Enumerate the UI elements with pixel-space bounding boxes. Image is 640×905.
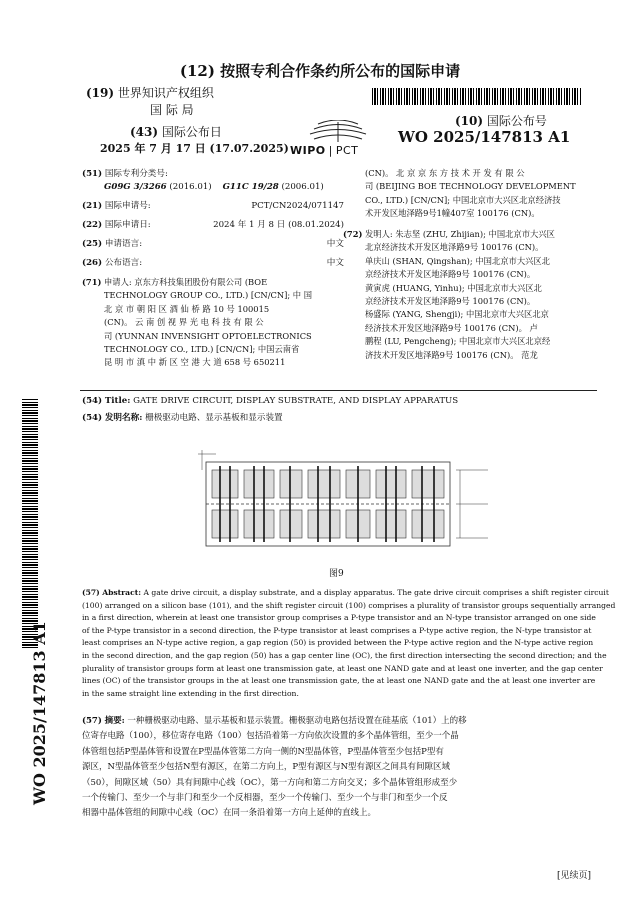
field-72 [343,228,595,362]
f71-line: 昆 明 市 滇 中 新 区 空 港 大 道 658 号 650211 [104,357,286,368]
field-22 [82,219,344,232]
abstract-zh-line: 一个传输门、至少一个与非门和至少一个反相器，至少一个传输门、至少一个与非门和至少一个反 [82,793,448,804]
abstract-zh-line: （50），间隙区域（50）具有间隙中心线（OC），第一方向和第二方向交叉；多个晶体管组形成至少 [82,777,458,788]
f54-en-label: Title: [104,396,131,406]
abstract-en-line: lines (OC) of the transistor groups in the at least one transmission gate, the at least one NAND gate and the at least one inverter are [82,676,596,686]
abstract-zh-line: 源区，N型晶体管至少包括N型有源区，在第二方向上，P型有源区与N型有源区之间具有间隙区域 [82,762,451,773]
f71-code: (71) [82,277,102,287]
f72-line: 发明人: 朱志坚 (ZHU, Zhijian); 中国北京市大兴区 [365,229,555,239]
wipo-logo [290,120,376,160]
f21-value: PCT/CN2024/071147 [251,201,344,211]
title-zh [82,412,283,425]
f72-line: 京经济技术开发区地泽路9号 100176 (CN)。 [365,269,536,280]
abstract-en-line: A gate drive circuit, a display substrate, and a display apparatus. The gate drive circuit comprises a shift register circuit [143,588,609,597]
f71-line: TECHNOLOGY GROUP CO., LTD.) [CN/CN]; 中 国 [104,290,312,301]
org-code: (19) [86,86,115,100]
f54-code: (54) [82,396,103,406]
f51-label: 国际专利分类号: [104,169,168,179]
f54-zh-label: 发明名称: [104,413,143,423]
field-25 [82,238,344,251]
f71-line: TECHNOLOGY CO., LTD.) [CN/CN]; 中国云南省 [104,344,300,355]
pubdate-block [130,123,222,140]
f72-code: (72) [343,229,363,239]
f22-code: (22) [82,220,103,230]
f25-label: 申请语言: [104,239,143,249]
abstract-zh-line: 一种栅极驱动电路、显示基板和显示装置。栅极驱动电路包括设置在硅基底（101）上的移 [127,716,467,726]
figure-caption: 图9 [329,569,344,579]
field-51 [82,168,344,194]
abstract-en-line: in a first direction, wherein at least one transistor group comprises a P-type transistor and an N-type transistor arranged on one side [82,613,596,623]
abstract-en-line: of the P-type transistor in a second direction, the P-type transistor at least comprises a P-type active region, the N-type transistor at [82,625,592,635]
f26-value: 中文 [326,258,344,268]
f54-code-zh: (54) [82,413,103,423]
cont-line: 司 (BEIJING BOE TECHNOLOGY DEVELOPMENT [365,181,576,192]
f51-class1: G09G 3/3266 [104,182,167,192]
org-sub: 国 际 局 [150,103,194,117]
f51-class1-date: (2016.01) [169,182,212,192]
abstract-en-code: (57) [82,588,100,597]
cont-line: 术开发区地泽路9号1幢407室 100176 (CN)。 [365,208,540,219]
abstract-en-line: plurality of transistor groups form at least one transmission gate, at least one NAND gate and at least one inverter, and the gap center [82,663,603,673]
f71-line: (CN)。 云 南 创 视 界 光 电 科 技 有 限 公 [104,317,264,328]
pct-text: PCT [335,144,359,157]
f26-code: (26) [82,258,103,268]
abstract-en-line: (100) arranged on a silicon base (101), and the shift register circuit (100) comprises a plurality of transistor groups sequentially arranged [82,600,616,610]
wipo-wordmark: WIPO | PCT [290,144,359,157]
pubdate-label: 国际公布日 [161,125,222,139]
f72-line: 济技术开发区地泽路9号 100176 (CN)。 范龙 [365,349,538,360]
pubno-value: WO 2025/147813 A1 [398,128,571,146]
barcode-top [372,88,582,105]
wipo-text: WIPO [290,144,326,157]
barcode-side [22,398,38,648]
f21-code: (21) [82,201,103,211]
layout-drawing [198,450,490,562]
abstract-en-line: in the same straight line extending in the first direction. [82,688,299,698]
cont-line: (CN)。 北 京 京 东 方 技 术 开 发 有 限 公 [365,168,525,178]
section-divider [80,390,597,391]
field-71 [82,276,344,370]
abstract-zh-line: 体管组包括P型晶体管和设置在P型晶体管第二方向一侧的N型晶体管，P型晶体管至少包括P型有 [82,746,444,757]
f72-line: 京经济技术开发区地泽路9号 100176 (CN)。 [365,296,536,307]
f51-class2-date: (2006.01) [281,182,324,192]
applicant-continued [365,167,595,221]
f22-label: 国际申请日: [104,220,151,230]
f26-label: 公布语言: [104,258,143,268]
f71-line: 北 京 市 朝 阳 区 酒 仙 桥 路 10 号 100015 [104,303,270,314]
f71-line: 申请人: 京东方科技集团股份有限公司 (BOE [104,277,268,287]
circuit-layout-figure [198,450,490,562]
f72-line: 杨盛际 (YANG, Shengji); 中国北京市大兴区北京 [365,309,549,320]
f72-line: 黄寅虎 (HUANG, Yinhu); 中国北京市大兴区北 [365,282,542,293]
title-en [82,395,458,408]
continued-marker: [见续页] [557,871,592,881]
f72-line: 北京经济技术开发区地泽路9号 100176 (CN)。 [365,242,544,253]
side-pub-number: WO 2025/147813 A1 [30,621,49,805]
abstract-zh-label: 摘要: [104,716,125,726]
f54-en-value: GATE DRIVE CIRCUIT, DISPLAY SUBSTRATE, AND DISPLAY APPARATUS [133,396,459,406]
f21-label: 国际申请号: [104,201,151,211]
f71-line: 司 (YUNNAN INVENSIGHT OPTOELECTRONICS [104,330,312,341]
f72-line: 经济技术开发区地泽路9号 100176 (CN)。 卢 [365,322,538,333]
f72-line: 单庆山 (SHAN, Qingshan); 中国北京市大兴区北 [365,255,551,266]
f51-code: (51) [82,169,103,179]
f72-line: 鹏程 (LU, Pengcheng); 中国北京市大兴区北京经 [365,336,551,347]
abstract-zh-code: (57) [82,716,102,726]
abstract-en-line: in the second direction, and the gap region (50) has a gap center line (OC), the first direction intersecting the second direction; and the [82,650,607,660]
abstract-zh-line: 位寄存电路（100），移位寄存电路（100）包括沿着第一方向依次设置的多个晶体管组，至少一个晶 [82,731,459,742]
cont-line: CO., LTD.) [CN/CN]; 中国北京市大兴区北京经济技 [365,194,561,205]
pubno-block [455,112,547,129]
abstract-en-line: least comprises an N-type active region, a gap region (50) is provided between the P-type active region and the N-type active region [82,638,594,648]
document-title: (12) 按照专利合作条约所公布的国际申请 [179,62,461,80]
f25-value: 中文 [326,239,344,249]
f51-class2: G11C 19/28 [222,182,279,192]
abstract-zh-line: 相器中晶体管组的间隙中心线（OC）在同一条沿着第一方向上延伸的直线上。 [82,808,376,819]
abstract-zh [82,714,597,822]
field-26 [82,257,344,270]
f54-zh-value: 栅极驱动电路、显示基板和显示装置 [145,413,283,423]
org-name: 世界知识产权组织 [117,86,214,100]
pubno-code: (10) [455,114,484,128]
pubdate-code: (43) [130,125,159,139]
f22-value: 2024 年 1 月 8 日 (08.01.2024) [213,220,344,230]
pubdate-value: 2025 年 7 月 17 日 (17.07.2025) [100,142,289,155]
abstract-en [82,587,616,700]
org-block [86,86,214,100]
field-21 [82,200,344,213]
pubno-label: 国际公布号 [486,114,547,128]
abstract-en-label: Abstract: [102,588,142,597]
f25-code: (25) [82,239,103,249]
